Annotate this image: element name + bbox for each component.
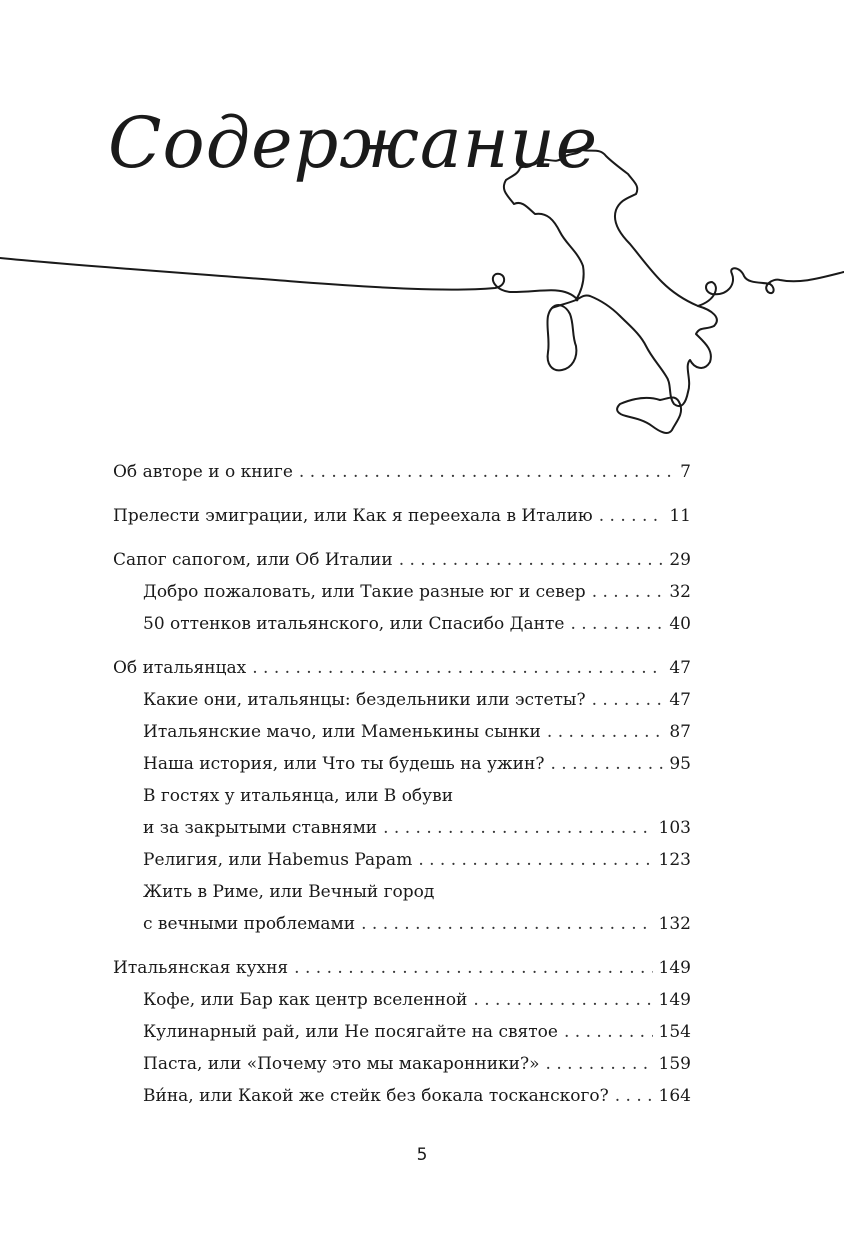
- toc-entry-page: 123: [658, 850, 691, 870]
- toc-entry-title: Религия, или Habemus Papam: [143, 850, 413, 870]
- dot-leader: [599, 500, 664, 532]
- toc-entry-title: с вечными проблемами: [143, 914, 356, 934]
- toc-subentry[interactable]: [143, 576, 691, 608]
- toc-entry-title: Кофе, или Бар как центр вселенной: [143, 990, 468, 1010]
- toc-entry-page: 95: [669, 754, 691, 774]
- toc-entry-title: Прелести эмиграции, или Как я переехала в Италию: [113, 506, 593, 526]
- toc-entry-page: 11: [669, 506, 691, 526]
- toc-entry-title: Добро пожаловать, или Такие разные юг и север: [143, 582, 586, 602]
- dot-leader: [564, 1016, 653, 1048]
- dot-leader: [570, 608, 663, 640]
- toc-entry-title: Сапог сапогом, или Об Италии: [113, 550, 393, 570]
- dot-leader: [546, 1048, 653, 1080]
- dot-leader: [294, 952, 652, 984]
- toc-subentry-first-line[interactable]: Жить в Риме, или Вечный город: [143, 882, 435, 902]
- dot-leader: [418, 844, 652, 876]
- toc-entry-page: 32: [669, 582, 691, 602]
- dot-leader: [592, 684, 664, 716]
- toc-entry-title: Ви́на, или Какой же стейк без бокала тосканского?: [143, 1086, 609, 1106]
- toc-subentry[interactable]: [143, 1048, 691, 1080]
- toc-subentry-first-line[interactable]: В гостях у итальянца, или В обуви: [143, 786, 454, 806]
- toc-entry[interactable]: [113, 456, 691, 488]
- toc-entry-page: 149: [658, 990, 691, 1010]
- toc-entry-title: Кулинарный рай, или Не посягайте на святое: [143, 1022, 558, 1042]
- toc-entry-title: Об авторе и о книге: [113, 462, 293, 482]
- toc-entry-title: Итальянская кухня: [113, 958, 289, 978]
- dot-leader: [383, 812, 652, 844]
- dot-leader: [473, 984, 652, 1016]
- toc-subentry[interactable]: [143, 608, 691, 640]
- italy-line-illustration: [0, 140, 844, 440]
- toc-entry-title: Паста, или «Почему это мы макаронники?»: [143, 1054, 540, 1074]
- dot-leader: [592, 576, 664, 608]
- toc-entry-title: и за закрытыми ставнями: [143, 818, 378, 838]
- toc-entry-page: 47: [669, 658, 691, 678]
- toc-subentry[interactable]: [143, 716, 691, 748]
- toc-entry-page: 164: [658, 1086, 691, 1106]
- dot-leader: [252, 652, 663, 684]
- toc-entry-page: 40: [669, 614, 691, 634]
- toc-subentry[interactable]: [143, 1080, 691, 1112]
- toc-entry-page: 103: [658, 818, 691, 838]
- toc-entry[interactable]: [113, 952, 691, 984]
- toc-entry-page: 159: [658, 1054, 691, 1074]
- dot-leader: [399, 544, 664, 576]
- dot-leader: [615, 1080, 653, 1112]
- page-title: Содержание: [108, 102, 599, 184]
- toc-entry-title: 50 оттенков итальянского, или Спасибо Данте: [143, 614, 565, 634]
- page-number: 5: [416, 1145, 428, 1165]
- toc-entry-title: Какие они, итальянцы: бездельники или эстеты?: [143, 690, 586, 710]
- toc-entry[interactable]: [113, 500, 691, 532]
- dot-leader: [547, 716, 663, 748]
- toc-subentry[interactable]: [143, 984, 691, 1016]
- toc-entry-page: 47: [669, 690, 691, 710]
- toc-entry-title: Наша история, или Что ты будешь на ужин?: [143, 754, 545, 774]
- table-of-contents: [113, 456, 691, 1112]
- toc-entry-page: 132: [658, 914, 691, 934]
- toc-subentry[interactable]: [143, 748, 691, 780]
- toc-subentry[interactable]: [143, 812, 691, 844]
- toc-entry-title: Итальянские мачо, или Маменькины сынки: [143, 722, 541, 742]
- dot-leader: [361, 908, 652, 940]
- toc-entry-page: 7: [680, 462, 691, 482]
- toc-subentry[interactable]: [143, 684, 691, 716]
- toc-entry-title: Об итальянцах: [113, 658, 247, 678]
- toc-subentry[interactable]: [143, 844, 691, 876]
- toc-entry-page: 149: [658, 958, 691, 978]
- toc-entry[interactable]: [113, 652, 691, 684]
- toc-subentry[interactable]: [143, 1016, 691, 1048]
- toc-entry-page: 154: [658, 1022, 691, 1042]
- toc-subentry[interactable]: [143, 908, 691, 940]
- dot-leader: [299, 456, 674, 488]
- toc-entry-page: 29: [669, 550, 691, 570]
- dot-leader: [550, 748, 663, 780]
- toc-entry[interactable]: [113, 544, 691, 576]
- toc-entry-page: 87: [669, 722, 691, 742]
